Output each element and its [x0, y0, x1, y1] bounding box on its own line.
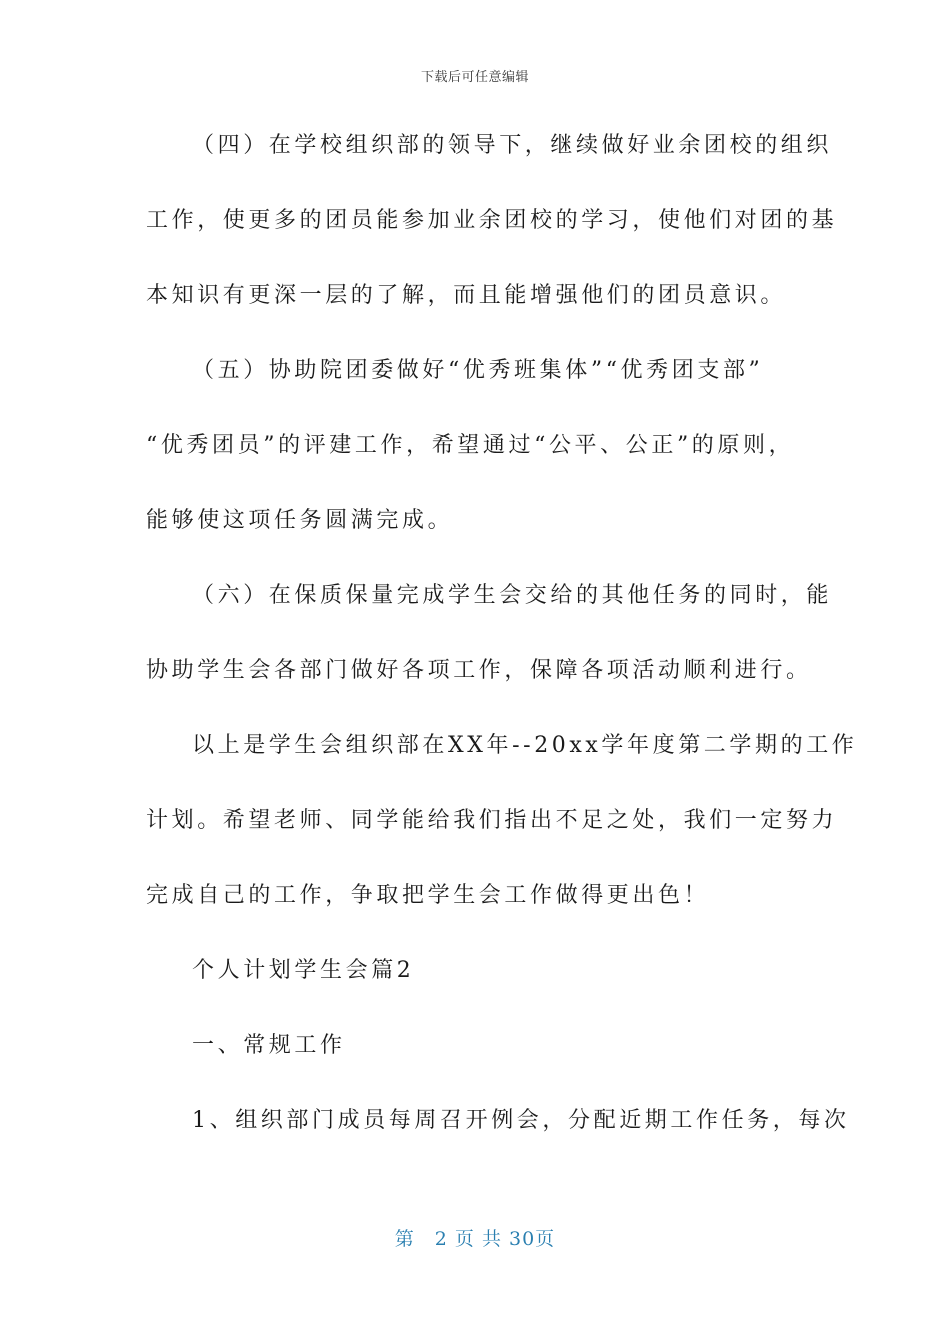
paragraph-line: 完成自己的工作，争取把学生会工作做得更出色！ [146, 883, 710, 908]
section-title: 个人计划学生会篇2 [192, 958, 415, 983]
paragraph-line: 以上是学生会组织部在XX年--20xx学年度第二学期的工作 [192, 733, 858, 758]
paragraph-line: 工作，使更多的团员能参加业余团校的学习，使他们对团的基 [146, 208, 838, 233]
document-body [146, 118, 858, 1168]
paragraph-line: 1、组织部门成员每周召开例会，分配近期工作任务，每次 [192, 1108, 850, 1133]
paragraph-line: 计划。希望老师、同学能给我们指出不足之处，我们一定努力 [146, 808, 838, 833]
page-number: 第 2 页 共 30页 [394, 1228, 556, 1250]
paragraph-line: （五）协助院团委做好“优秀班集体”“优秀团支部” [192, 358, 764, 383]
download-note: 下载后可任意编辑 [420, 70, 529, 85]
paragraph-line: “优秀团员”的评建工作，希望通过“公平、公正”的原则， [146, 433, 795, 458]
paragraph-line: 本知识有更深一层的了解，而且能增强他们的团员意识。 [146, 283, 787, 308]
paragraph-line: 协助学生会各部门做好各项工作，保障各项活动顺利进行。 [146, 658, 812, 683]
subsection-title: 一、常规工作 [192, 1033, 346, 1058]
paragraph-line: 能够使这项任务圆满完成。 [146, 508, 454, 533]
paragraph-line: （四）在学校组织部的领导下，继续做好业余团校的组织 [192, 133, 833, 158]
paragraph-line: （六）在保质保量完成学生会交给的其他任务的同时，能 [192, 583, 833, 608]
